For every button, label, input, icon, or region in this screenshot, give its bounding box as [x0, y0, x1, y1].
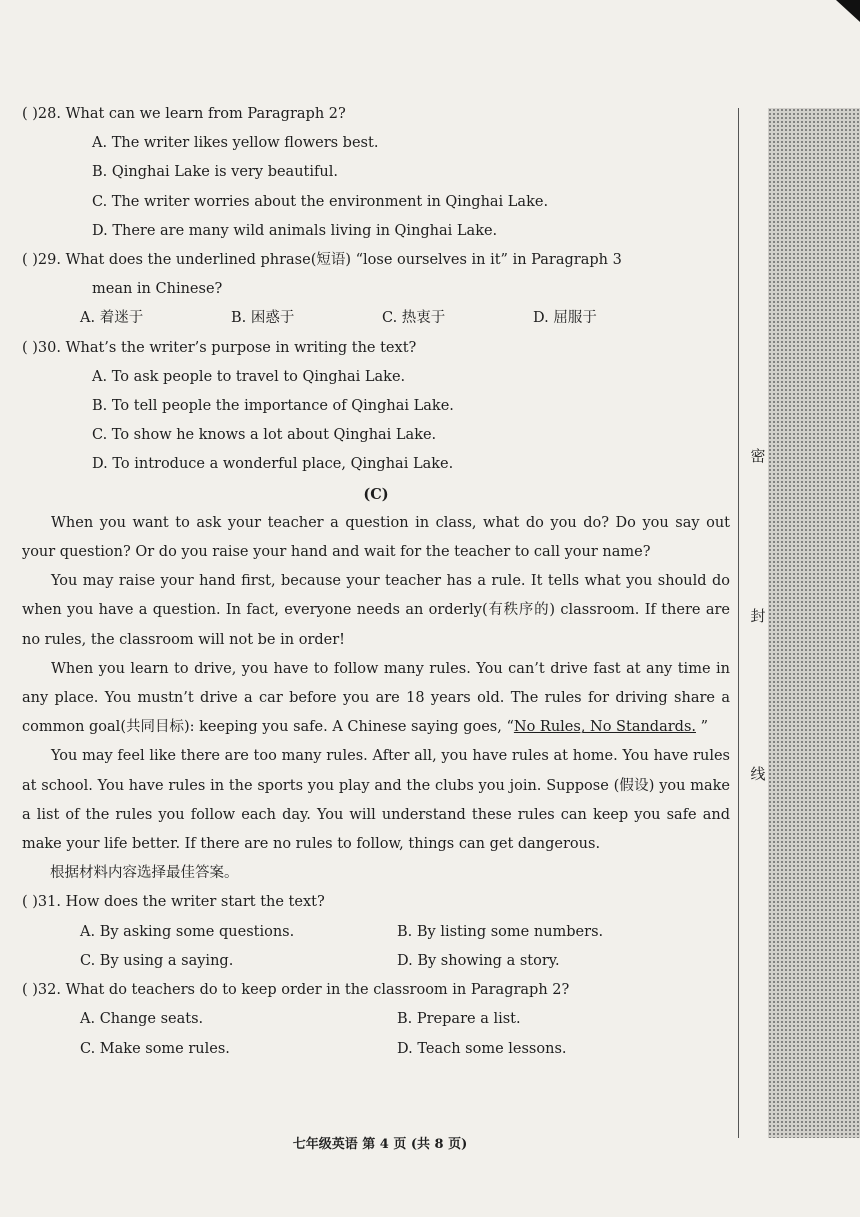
q28-option-c: C. The writer worries about the environment in Qinghai Lake. — [92, 193, 549, 210]
question-30-stem: ( )30. What’s the writer’s purpose in writing the text? — [22, 339, 417, 356]
q31-option-a: A. By asking some questions. — [80, 923, 295, 940]
section-c-heading: (C) — [363, 485, 389, 503]
corner-mark — [836, 0, 860, 22]
q32-option-b: B. Prepare a list. — [397, 1011, 521, 1028]
q32-options-row-1 — [22, 1005, 730, 1034]
question-28-stem: ( )28. What can we learn from Paragraph 2? — [22, 106, 346, 122]
q29-option-c: C. 热衷于 — [382, 310, 446, 327]
paragraph-3-end: ” — [696, 719, 709, 736]
q30-option-b: B. To tell people the importance of Qinghai Lake. — [92, 398, 454, 415]
q31-options-row-2 — [22, 947, 730, 976]
q28-option-d: D. There are many wild animals living in Qinghai Lake. — [92, 222, 498, 239]
q31-option-d: D. By showing a story. — [397, 952, 560, 969]
seal-char-mi: 密 — [750, 447, 766, 465]
q30-option-c: C. To show he knows a lot about Qinghai Lake. — [92, 427, 437, 444]
binding-margin-strip — [768, 108, 860, 1138]
seal-char-feng: 封 — [750, 607, 766, 625]
passage-paragraph-2: You may raise your hand first, because your teacher has a rule. It tells what you should do when you have a question. In fact, everyone needs an orderly(有秩序的) classroom. If there are no rules, the classroom will not be in order! — [22, 573, 730, 648]
passage-paragraph-4: You may feel like there are too many rules. After all, you have rules at home. You have rules at school. You have rules in the sports you play and the clubs you join. Suppose (假设) you make a list of the rules you follow each day. You will understand these rules can keep you safe and make your life better. If there are no rules to follow, things can get dangerous. — [22, 748, 730, 853]
paragraph-3-text: When you learn to drive, you have to follow many rules. You can’t drive fast at any time in any place. You mustn’t drive a car before you are 18 years old. The rules for driving share a common goal(共同目标): keeping you safe. A Chinese saying goes, “ — [22, 660, 730, 736]
q29-option-a: A. 着迷于 — [80, 310, 144, 327]
q31-option-c: C. By using a saying. — [80, 952, 234, 969]
q32-option-c: C. Make some rules. — [80, 1040, 230, 1057]
seal-char-xian: 线 — [750, 765, 766, 783]
page-footer: 七年级英语 第 4 页 (共 8 页) — [292, 1137, 468, 1152]
passage-paragraph-3 — [22, 655, 730, 743]
question-29-stem-cont: mean in Chinese? — [92, 281, 223, 298]
q29-option-d: D. 屈服于 — [533, 310, 597, 327]
q32-options-row-2 — [22, 1035, 730, 1064]
q28-option-b: B. Qinghai Lake is very beautiful. — [92, 164, 338, 181]
q30-option-d: D. To introduce a wonderful place, Qinghai Lake. — [92, 456, 454, 473]
q29-options — [22, 304, 730, 333]
q29-option-b: B. 困惑于 — [231, 310, 295, 327]
question-29-stem: ( )29. What does the underlined phrase(短语) “lose ourselves in it” in Paragraph 3 — [22, 252, 622, 269]
instruction-text: 根据材料内容选择最佳答案。 — [50, 865, 239, 882]
q31-options-row-1 — [22, 918, 730, 947]
question-32-stem: ( )32. What do teachers do to keep order in the classroom in Paragraph 2? — [22, 982, 570, 999]
q32-option-d: D. Teach some lessons. — [397, 1040, 567, 1057]
q32-option-a: A. Change seats. — [80, 1011, 204, 1028]
passage-paragraph-1: When you want to ask your teacher a question in class, what do you do? Do you say out your question? Or do you raise your hand and wait for the teacher to call your name? — [22, 514, 730, 561]
q28-option-a: A. The writer likes yellow flowers best. — [92, 135, 379, 152]
underlined-saying: No Rules, No Standards. — [513, 719, 696, 736]
question-31-stem: ( )31. How does the writer start the text? — [22, 894, 325, 911]
binding-line — [738, 108, 739, 1138]
q30-option-a: A. To ask people to travel to Qinghai Lake. — [92, 368, 406, 385]
q31-option-b: B. By listing some numbers. — [397, 923, 604, 940]
exam-content — [22, 100, 730, 1064]
